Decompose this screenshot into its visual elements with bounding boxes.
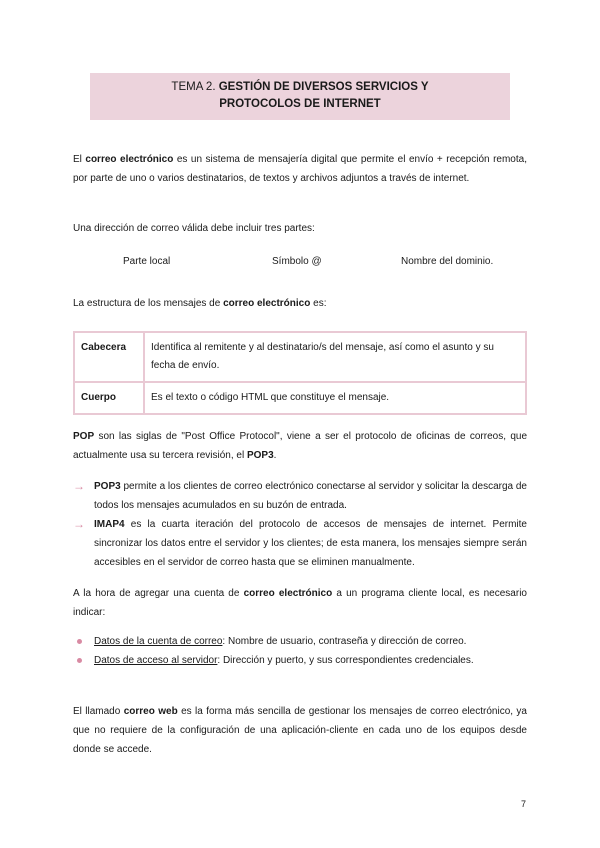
page-number: 7 — [521, 799, 527, 809]
bullet-dot-icon — [77, 658, 82, 663]
arrow-right-icon: → — [73, 517, 85, 531]
title-line1: GESTIÓN DE DIVERSOS SERVICIOS Y — [218, 81, 429, 93]
arrow-right-icon: → — [73, 479, 85, 493]
table-row — [74, 332, 526, 382]
paragraph-pop: POP son las siglas de "Post Office Protocol", viene a ser el protocolo de oficinas de correos, que actualmente usa su tercera revisión, el POP3. — [73, 431, 527, 461]
message-structure-table — [73, 331, 527, 415]
table-value: Es el texto o código HTML que constituye el mensaje. — [144, 382, 526, 414]
paragraph-webmail: El llamado correo web es la forma más sencilla de gestionar los mensajes de correo electrónico, ya que no requiere de la configuración de una aplicación-cliente en cada uno de los equipos desde donde se accede. — [73, 706, 527, 755]
title-line2: PROTOCOLOS DE INTERNET — [219, 98, 381, 110]
list-item: Datos de la cuenta de correo: Nombre de usuario, contraseña y dirección de correo. — [73, 632, 527, 651]
table-key: Cuerpo — [74, 382, 144, 414]
paragraph-address: Una dirección de correo válida debe incluir tres partes: — [73, 223, 315, 234]
paragraph-structure: La estructura de los mensajes de correo electrónico es: — [73, 298, 327, 309]
table-row — [74, 382, 526, 414]
account-data-list — [73, 632, 527, 670]
list-item: → POP3 permite a los clientes de correo electrónico conectarse al servidor y solicitar la descarga de todos los mensajes acumulados en su buzón de entrada. — [73, 479, 527, 511]
part-local: Parte local — [123, 256, 171, 267]
paragraph-intro: El correo electrónico es un sistema de mensajería digital que permite el envío + recepción remota, por parte de uno o varios destinatarios, de textos y archivos adjuntos a través de internet. — [73, 154, 527, 184]
page-title — [90, 73, 510, 120]
list-item: Datos de acceso al servidor: Dirección y puerto, y sus correspondientes credenciales. — [73, 651, 527, 670]
part-domain: Nombre del dominio. — [401, 256, 494, 267]
paragraph-account: A la hora de agregar una cuenta de correo electrónico a un programa cliente local, es necesario indicar: — [73, 588, 527, 618]
part-symbol: Símbolo @ — [272, 256, 322, 267]
bullet-dot-icon — [77, 639, 82, 644]
protocol-list — [73, 477, 527, 572]
table-key: Cabecera — [74, 332, 144, 382]
list-item: → IMAP4 es la cuarta iteración del protocolo de accesos de mensajes de internet. Permite sincronizar los datos entre el servidor y los clientes; de esta manera, los mensajes siempre serán accesibles en el servidor de correo hasta que se eliminen manualmente. — [73, 517, 527, 568]
table-value: Identifica al remitente y al destinatario/s del mensaje, así como el asunto y su fecha de envío. — [144, 332, 526, 382]
title-prefix: TEMA 2. — [171, 81, 216, 93]
